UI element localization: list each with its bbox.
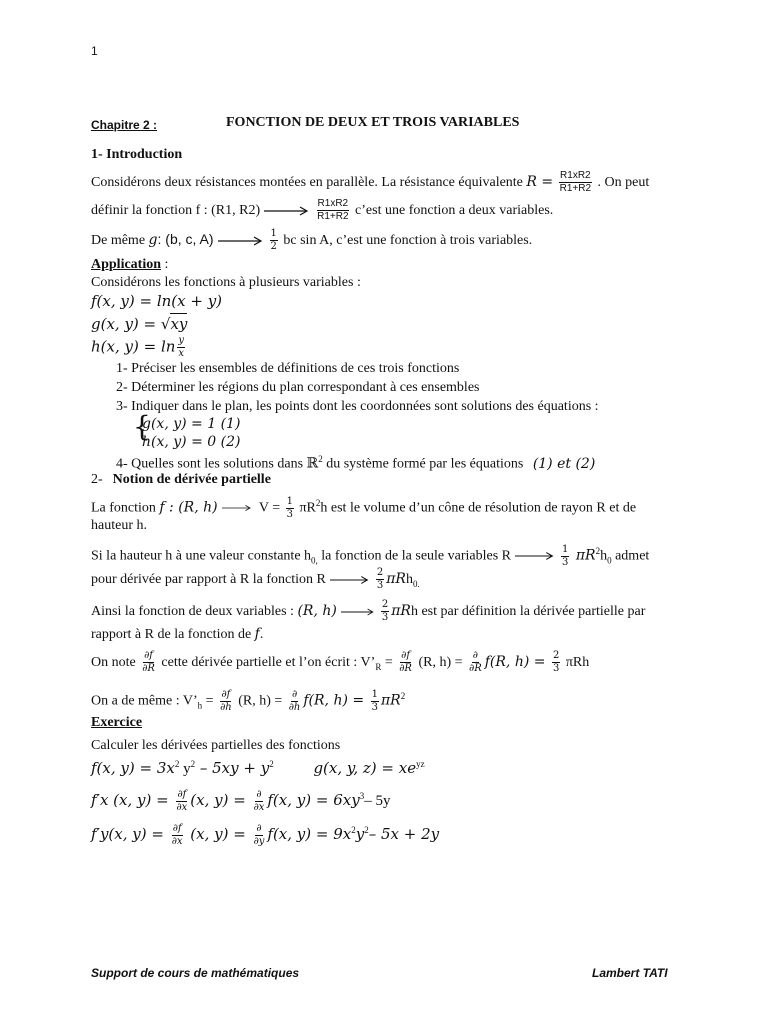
text: f(R, h) = (484, 654, 550, 670)
section-heading-partial-derivative (91, 472, 271, 488)
third-fraction (561, 545, 569, 568)
text: – 5x + 2y (368, 825, 440, 843)
intro-text: Considérons deux résistances montées en parallèle. La résistance équivalente (91, 175, 527, 190)
derivative-line-1 (91, 490, 636, 522)
fraction-numerator: ∂ (472, 650, 478, 662)
fraction-denominator: ∂h (288, 701, 301, 713)
subscript: h (197, 700, 203, 711)
subscript: 0, (311, 555, 318, 566)
maps-to-arrow-icon (264, 206, 310, 216)
intro-line-3 (91, 225, 532, 255)
function-g (91, 315, 187, 333)
df-dh-fraction (219, 690, 233, 713)
g-symbol: g (148, 232, 158, 248)
text: la fonction de la seule variables R (317, 548, 512, 564)
two-thirds-fraction (381, 600, 389, 623)
text: = (381, 655, 397, 670)
item-text: 4- Quelles sont les solutions dans ℝ (116, 456, 319, 472)
fraction-numerator: ∂ (256, 823, 262, 835)
text: πR (386, 571, 406, 587)
exercise-heading: Exercice (91, 715, 143, 730)
application-heading (91, 257, 168, 273)
fraction-numerator: y (178, 335, 185, 346)
text: f′y(x, y) = (91, 825, 169, 843)
text: (R, h) = (234, 693, 286, 709)
text: g(x, y, z) = xe (313, 759, 417, 777)
list-item: 1- Préciser les ensembles de définitions de ces trois fonctions (116, 361, 460, 376)
application-intro: Considérons les fonctions à plusieurs variables : (91, 275, 361, 290)
function-h (91, 336, 187, 359)
exercise-intro: Calculer les dérivées partielles des fonctions (91, 738, 341, 753)
fraction-denominator: 3 (371, 701, 378, 713)
page-number: 1 (91, 44, 98, 58)
fraction-numerator: ∂f (177, 789, 187, 801)
fraction-numerator: 1 (371, 688, 378, 700)
fraction-denominator: ∂x (176, 802, 188, 814)
chapter-label: Chapitre 2 : (91, 118, 158, 132)
df-dx-fraction (175, 790, 188, 813)
intro-line-2 (91, 197, 553, 225)
intro-text: c’est une fonction a deux variables. (351, 203, 554, 218)
text: f(x, y) = 9x (267, 825, 352, 843)
text: f(x, y) = 6xy (267, 791, 360, 809)
derivative-line-2: hauteur h. (91, 518, 147, 533)
text: – 5y (364, 793, 391, 809)
item-text: du système formé par les équations (322, 456, 527, 472)
resistance-fraction (316, 199, 349, 222)
fraction-numerator: 1 (562, 543, 569, 555)
intro-text-end: . On peut (594, 175, 650, 190)
two-thirds-fraction (376, 568, 384, 591)
y-over-x-fraction (177, 336, 185, 359)
text: (x, y) = (190, 791, 251, 809)
text: (x, y) = (185, 825, 251, 843)
fraction-denominator: ∂y (253, 836, 265, 848)
equation-refs: (1) et (2) (532, 455, 596, 472)
fraction-numerator: 2 (552, 650, 560, 662)
fraction-denominator: ∂R (469, 663, 482, 675)
fraction-denominator: ∂x (171, 836, 183, 848)
chapter-title: FONCTION DE DEUX ET TROIS VARIABLES (226, 115, 520, 130)
d-dR-fraction (468, 651, 483, 674)
fraction-numerator: R1xR2 (317, 198, 349, 210)
text: πR (571, 547, 596, 564)
exercise-functions (91, 759, 425, 778)
text: La fonction (91, 500, 160, 516)
text: admet (611, 548, 650, 564)
d-dx-fraction (253, 790, 266, 813)
fraction-denominator: x (178, 348, 185, 359)
fraction-numerator: ∂f (172, 823, 182, 835)
subscript: 0 (607, 555, 612, 566)
maps-to-arrow-icon (222, 503, 252, 513)
footer-course-title: Support de cours de mathématiques (91, 966, 300, 980)
fraction-numerator: 2 (376, 567, 384, 579)
exponent: 2 (269, 759, 274, 769)
text: (R, h) = (414, 655, 467, 670)
text: On note (91, 655, 140, 670)
fraction-numerator: R1xR2 (560, 170, 591, 182)
text: h est le volume d’un cône de résolution de rayon R et de (320, 500, 637, 516)
function-g-lhs: g(x, y) = (91, 315, 161, 333)
maps-to-arrow-icon (330, 575, 370, 585)
fraction-denominator: R1+R2 (317, 211, 349, 223)
d-dh-fraction (288, 690, 302, 713)
fraction-denominator: R1+R2 (559, 183, 592, 195)
f-symbol: f (254, 626, 260, 642)
text: πR (295, 500, 316, 516)
text: h (405, 572, 413, 587)
left-brace-icon: { (133, 410, 151, 443)
exponent: 2 (400, 691, 406, 701)
two-thirds-fraction (552, 651, 560, 674)
fraction-denominator: ∂x (253, 802, 265, 814)
section-heading-introduction: 1- Introduction (91, 147, 183, 162)
R-h-pair: (R, h) (297, 603, 337, 619)
text: πR (391, 603, 411, 619)
fraction-denominator: 3 (286, 508, 293, 520)
exponent: 2 (315, 498, 321, 508)
fraction-denominator: 3 (562, 556, 569, 568)
half-fraction (270, 229, 278, 252)
text: cette dérivée partielle et l’on écrit : V’ (157, 655, 376, 670)
text: f(R, h) = (303, 692, 369, 709)
resistance-fraction (559, 171, 592, 194)
radicand: xy (170, 315, 188, 333)
fraction-numerator: ∂f (144, 650, 153, 662)
text: pour dérivée par rapport à R la fonction R (91, 572, 326, 587)
text: πRh (562, 655, 590, 670)
fraction-denominator: 3 (381, 612, 389, 624)
derivative-line-5 (91, 598, 645, 625)
text: On a de même : V’ (91, 693, 198, 709)
text: Si la hauteur h à une valeur constante h (91, 548, 312, 564)
intro-text: définir la fonction f : (R1, R2) (91, 203, 261, 218)
df-dx-fraction (171, 824, 184, 847)
fraction-denominator: 2 (270, 241, 277, 253)
exponent: 2 (318, 454, 323, 464)
fraction-denominator: 3 (552, 663, 560, 675)
maps-to-arrow-icon (341, 607, 375, 617)
list-item: 2- Déterminer les régions du plan correspondant à ces ensembles (116, 380, 480, 395)
text: Ainsi la fonction de deux variables : (91, 604, 298, 619)
fraction-numerator: 2 (381, 599, 389, 611)
text: y (355, 825, 365, 843)
fraction-numerator: 1 (286, 495, 293, 507)
exponent: 2 (351, 825, 356, 835)
text: f(x, y) = 3x (91, 759, 175, 777)
exponent: 3 (359, 791, 365, 801)
df-dR-fraction (141, 651, 156, 674)
fraction-numerator: ∂ (256, 789, 262, 801)
maps-to-arrow-icon (218, 236, 264, 246)
exponent: 2 (595, 546, 601, 556)
derivative-line-6 (91, 626, 263, 643)
fraction-denominator: ∂h (220, 701, 232, 713)
text: . (259, 627, 264, 642)
function-h-lhs: h(x, y) = ln (91, 337, 176, 356)
intro-line-1 (91, 168, 649, 197)
exponent: 2 (174, 759, 180, 769)
f-definition: f : (R, h) (159, 499, 218, 516)
subscript: R (375, 661, 382, 672)
subscript: 0. (412, 578, 420, 589)
intro-text: bc sin A, c’est une fonction à trois variables. (279, 233, 533, 248)
function-f: f(x, y) = ln(x + y) (91, 292, 223, 310)
derivative-line-7 (91, 648, 589, 681)
exercise-fx (91, 782, 390, 815)
fraction-numerator: ∂f (221, 688, 231, 700)
R-symbol: R = (526, 174, 554, 190)
system-equation-1: g(x, y) = 1 (1) (142, 416, 241, 432)
section-number: 2- (91, 472, 103, 487)
exponent: 2 (190, 759, 196, 769)
text: f′x (x, y) = (91, 791, 174, 809)
d-dy-fraction (253, 824, 266, 847)
list-item (116, 454, 595, 473)
intro-text: De même (91, 233, 149, 248)
text: h (600, 548, 608, 564)
derivative-line-8 (91, 682, 405, 719)
fraction-denominator: 3 (376, 580, 384, 592)
exercise-fy (91, 816, 439, 849)
section-title: Notion de dérivée partielle (112, 472, 271, 487)
text: πR (380, 692, 401, 709)
fraction-numerator: ∂ (291, 688, 298, 700)
third-fraction (371, 690, 379, 713)
text: V = (255, 500, 284, 516)
text: – 5xy + y (195, 759, 270, 777)
sqrt-icon: √ (160, 315, 171, 333)
text: y (179, 761, 191, 777)
fraction-numerator: 1 (270, 228, 277, 240)
maps-to-arrow-icon (515, 551, 555, 561)
system-equation-2: h(x, y) = 0 (2) (142, 434, 241, 450)
list-item: 3- Indiquer dans le plan, les points dont les coordonnées sont solutions des équations : (116, 399, 599, 414)
fraction-denominator: ∂R (399, 663, 412, 675)
text: rapport à R de la fonction de (91, 627, 255, 642)
fraction-numerator: ∂f (401, 650, 411, 662)
exponent: yz (416, 759, 425, 769)
footer-author: Lambert TATI (592, 966, 668, 980)
derivative-line-4 (91, 566, 420, 597)
g-arguments: : (b, c, A) (157, 231, 214, 247)
exponent: 2 (364, 825, 369, 835)
text: = (202, 693, 218, 709)
application-title: Application (91, 257, 162, 272)
application-colon: : (161, 257, 169, 272)
fraction-denominator: ∂R (142, 663, 155, 675)
text: h est par définition la dérivée partielle par (410, 604, 646, 619)
df-dR-fraction (398, 651, 413, 674)
third-fraction (286, 497, 294, 520)
